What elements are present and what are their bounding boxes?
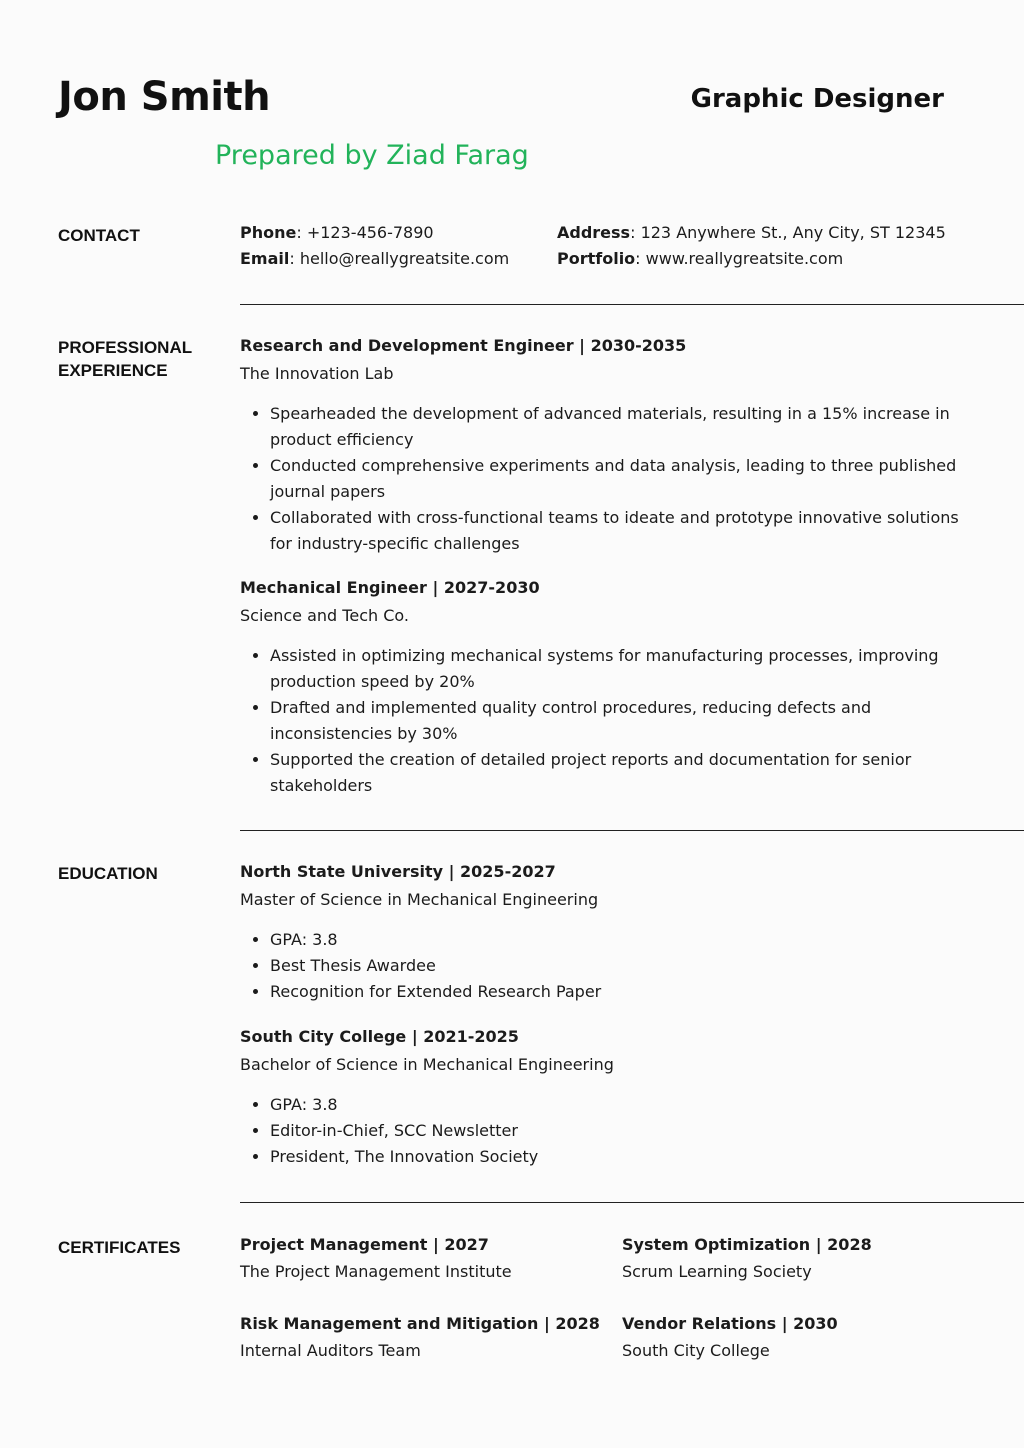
portfolio-key: Portfolio	[557, 249, 636, 268]
email-key: Email	[240, 249, 290, 268]
degree: Master of Science in Mechanical Engineering	[240, 890, 599, 909]
certificates-section-label: CERTIFICATES	[58, 1238, 181, 1257]
email-line: Email: hello@reallygreatsite.com	[240, 249, 510, 268]
phone-line: Phone: +123-456-7890	[240, 223, 434, 242]
experience-org: The Innovation Lab	[240, 364, 394, 383]
certificate-issuer: Scrum Learning Society	[622, 1262, 812, 1281]
address-key: Address	[557, 223, 631, 242]
education-entry	[240, 1026, 960, 1170]
education-section-label: EDUCATION	[58, 864, 158, 883]
certificate-item	[622, 1234, 982, 1283]
education-bullets	[240, 927, 960, 1005]
experience-entry	[240, 577, 960, 799]
bullet-item: • Spearheaded the development of advanced materials, resulting in a 15% increase in product efficiency	[270, 401, 960, 453]
experience-title: Research and Development Engineer | 2030-2035	[240, 336, 687, 355]
degree: Bachelor of Science in Mechanical Engineering	[240, 1055, 614, 1074]
bullet-item: • Editor-in-Chief, SCC Newsletter	[270, 1118, 960, 1144]
certificate-title: Risk Management and Mitigation | 2028	[240, 1314, 600, 1333]
experience-title: Mechanical Engineer | 2027-2030	[240, 578, 540, 597]
school-title: South City College | 2021-2025	[240, 1027, 519, 1046]
experience-bullets	[240, 401, 960, 557]
divider	[240, 830, 1024, 831]
address-line: Address: 123 Anywhere St., Any City, ST 12345	[557, 223, 946, 242]
bullet-item: • Collaborated with cross-functional teams to ideate and prototype innovative solutions for industry-specific challenges	[270, 505, 960, 557]
contact-column-left	[240, 220, 509, 272]
phone-key: Phone	[240, 223, 297, 242]
contact-column-right	[557, 220, 946, 272]
phone-value: +123-456-7890	[306, 223, 434, 242]
experience-bullets	[240, 643, 960, 799]
bullet-item: • Supported the creation of detailed project reports and documentation for senior stakeholders	[270, 747, 960, 799]
education-entry	[240, 861, 960, 1005]
certificate-issuer: The Project Management Institute	[240, 1262, 512, 1281]
education-bullets	[240, 1092, 960, 1170]
divider	[240, 304, 1024, 305]
experience-label-line1: PROFESSIONAL	[58, 338, 193, 357]
contact-section-label: CONTACT	[58, 226, 140, 245]
divider	[240, 1202, 1024, 1203]
experience-org: Science and Tech Co.	[240, 606, 409, 625]
prepared-by: Prepared by Ziad Farag	[215, 140, 529, 171]
certificate-title: Project Management | 2027	[240, 1235, 489, 1254]
job-title: Graphic Designer	[690, 84, 944, 114]
certificate-issuer: South City College	[622, 1341, 770, 1360]
bullet-item: • President, The Innovation Society	[270, 1144, 960, 1170]
certificate-title: System Optimization | 2028	[622, 1235, 872, 1254]
school-title: North State University | 2025-2027	[240, 862, 556, 881]
certificate-title: Vendor Relations | 2030	[622, 1314, 838, 1333]
bullet-item: • Conducted comprehensive experiments and data analysis, leading to three published journal papers	[270, 453, 960, 505]
bullet-item: • GPA: 3.8	[270, 1092, 960, 1118]
certificate-item	[240, 1313, 600, 1362]
experience-label-line2: EXPERIENCE	[58, 361, 168, 380]
experience-section-label	[58, 336, 218, 382]
bullet-item: • Best Thesis Awardee	[270, 953, 960, 979]
address-value: 123 Anywhere St., Any City, ST 12345	[640, 223, 946, 242]
portfolio-line: Portfolio: www.reallygreatsite.com	[557, 249, 844, 268]
bullet-item: • Drafted and implemented quality control procedures, reducing defects and inconsistencies by 30%	[270, 695, 960, 747]
certificate-item	[240, 1234, 600, 1283]
portfolio-value: www.reallygreatsite.com	[645, 249, 844, 268]
bullet-item: • Recognition for Extended Research Paper	[270, 979, 960, 1005]
bullet-item: • GPA: 3.8	[270, 927, 960, 953]
experience-entry	[240, 335, 960, 557]
certificate-item	[622, 1313, 982, 1362]
email-value: hello@reallygreatsite.com	[299, 249, 510, 268]
certificate-issuer: Internal Auditors Team	[240, 1341, 421, 1360]
candidate-name: Jon Smith	[58, 74, 271, 120]
bullet-item: • Assisted in optimizing mechanical systems for manufacturing processes, improving production speed by 20%	[270, 643, 960, 695]
